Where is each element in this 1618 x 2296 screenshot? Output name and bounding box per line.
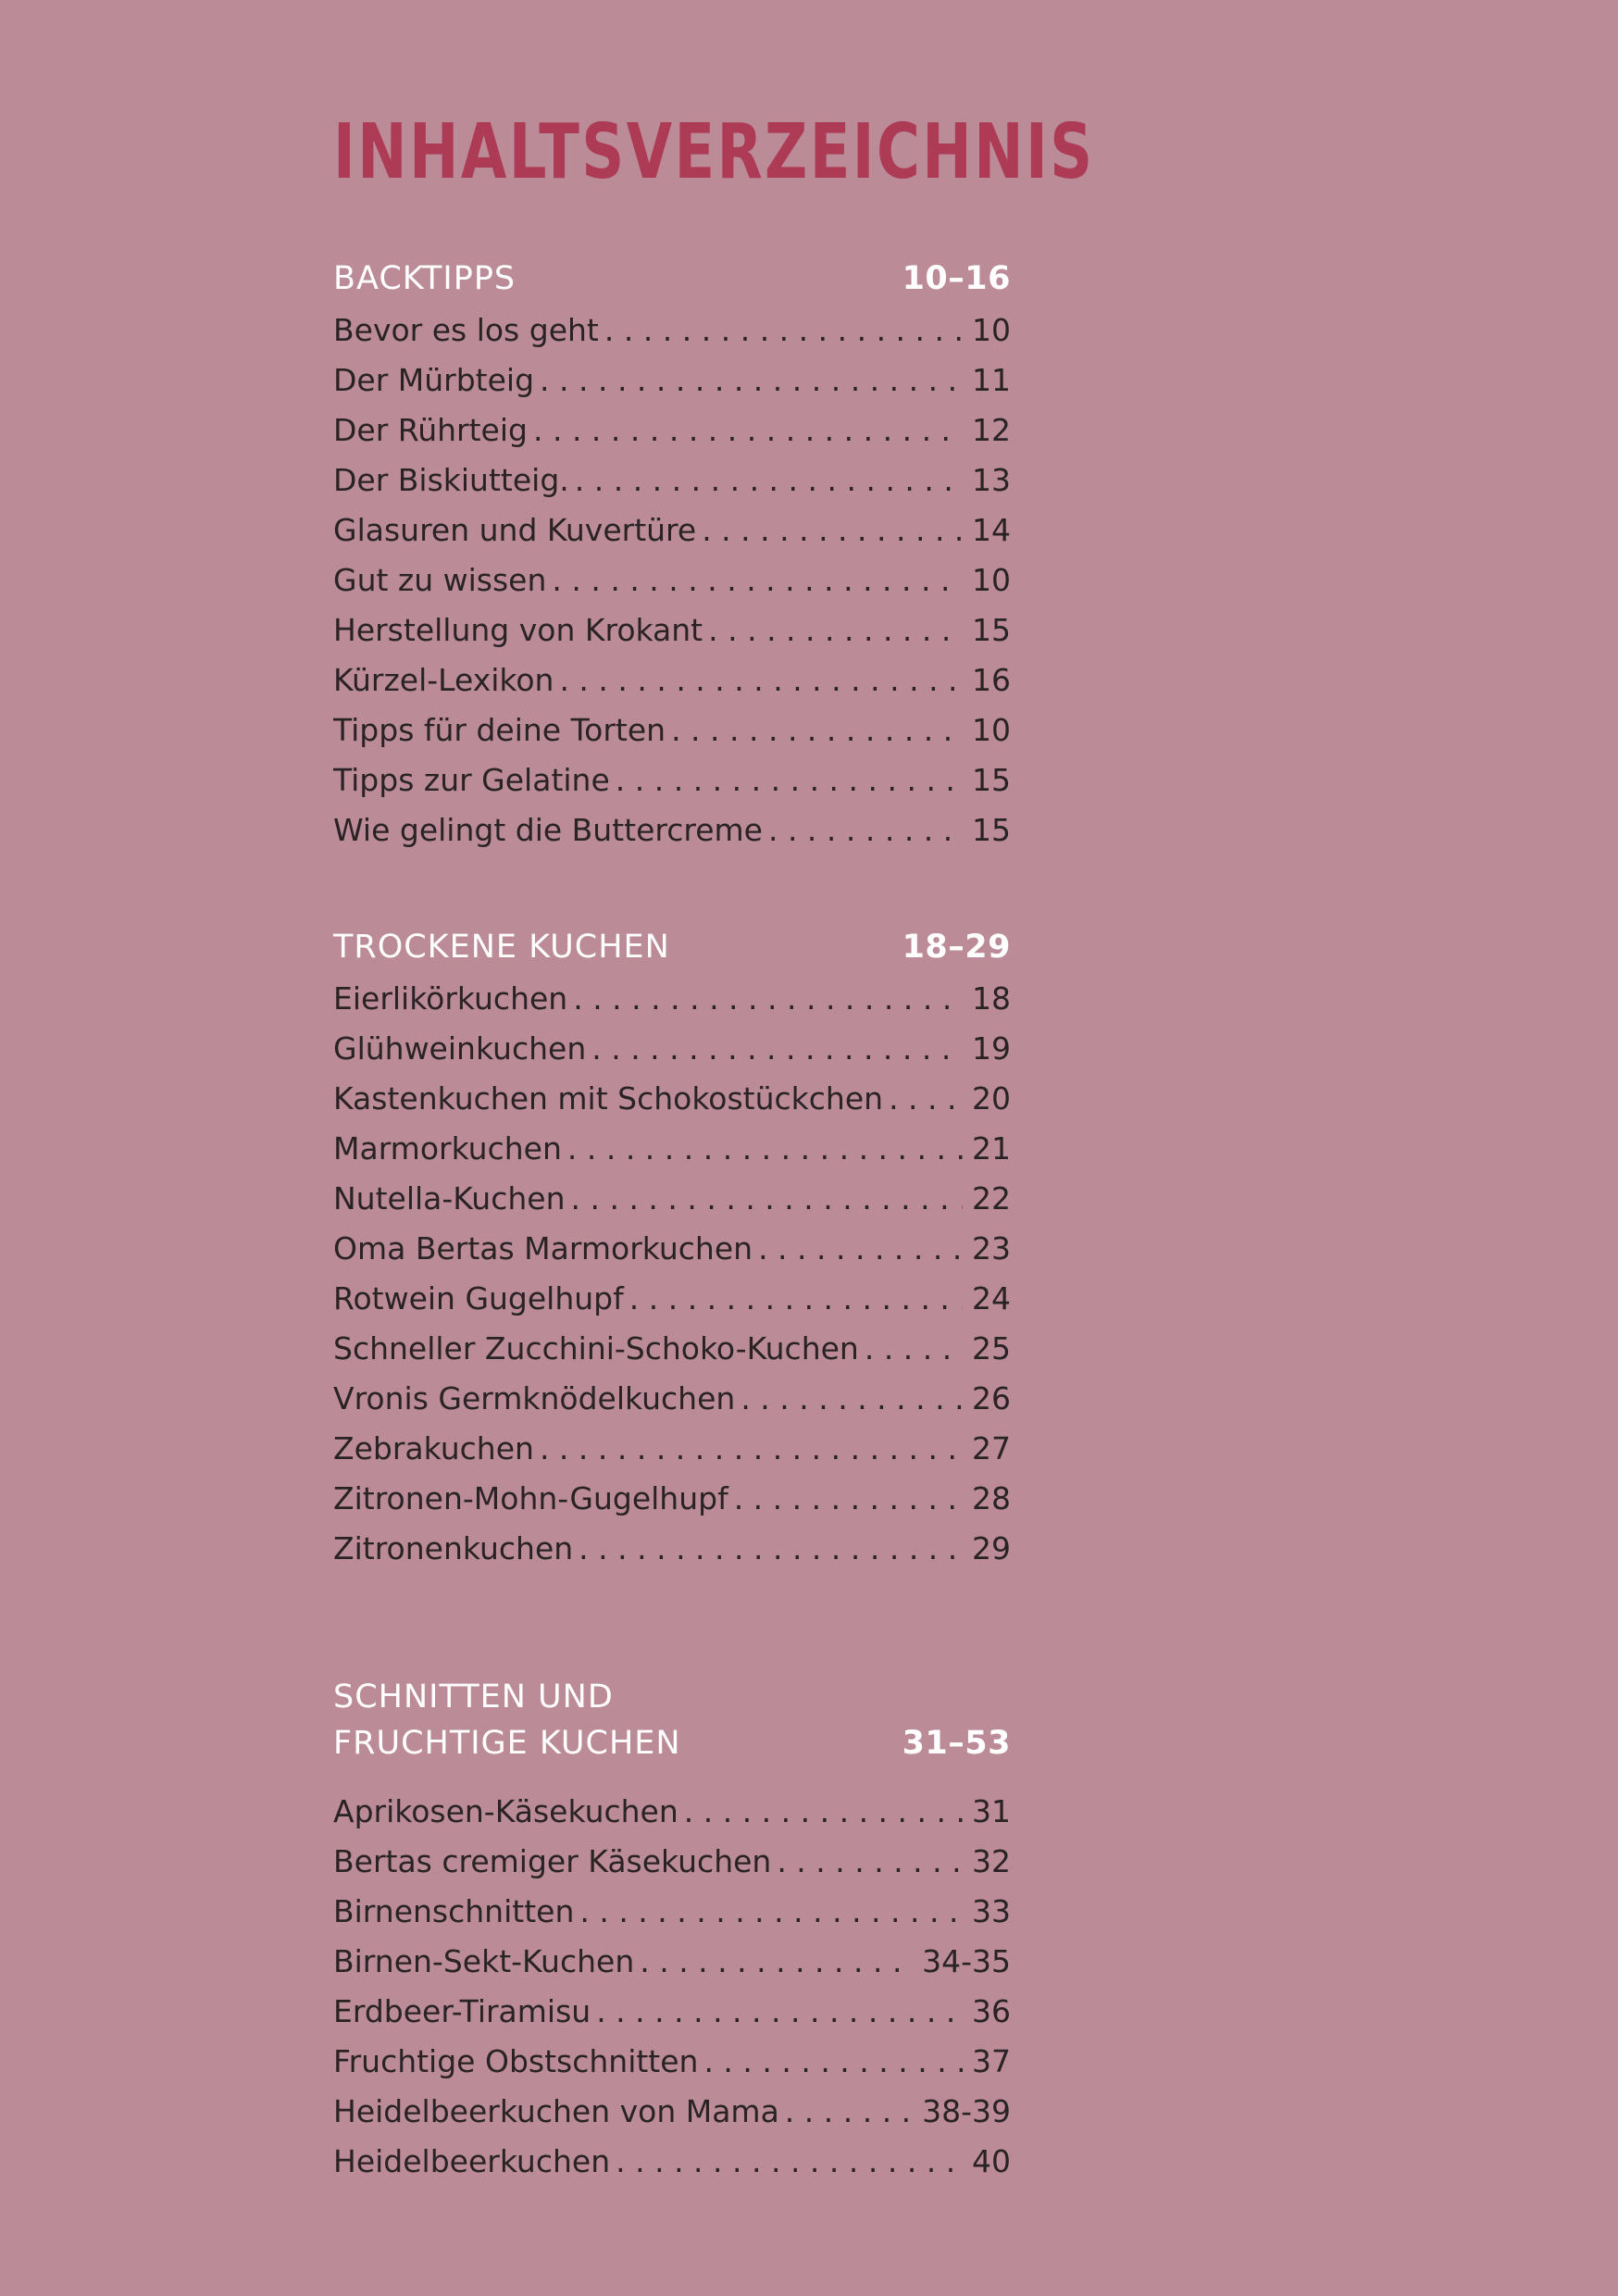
toc-entry [333, 1937, 1011, 1987]
toc-entry [333, 1024, 1011, 1074]
entry-title: Birnen-Sekt-Kuchen [333, 1943, 635, 1979]
entry-page-number: 13 [972, 462, 1011, 498]
toc-entry [333, 1174, 1011, 1224]
dot-leader [591, 1024, 963, 1074]
entry-page-number: 10 [972, 312, 1011, 348]
entry-title: Vronis Germknödelkuchen [333, 1380, 736, 1416]
toc-entry [333, 1124, 1011, 1174]
toc-entry [333, 2137, 1011, 2187]
dot-leader [640, 1937, 913, 1987]
toc-section [333, 256, 1011, 855]
entry-title: Rotwein Gugelhupf [333, 1280, 624, 1316]
toc-entry [333, 805, 1011, 855]
dot-leader [579, 1524, 963, 1574]
toc-entry [333, 755, 1011, 805]
dot-leader [540, 356, 963, 406]
dot-leader [616, 2137, 963, 2187]
dot-leader [703, 2037, 963, 2087]
toc-entry [333, 505, 1011, 555]
entry-page-number: 10 [972, 712, 1011, 748]
dot-leader [785, 2087, 913, 2137]
dot-leader [559, 655, 963, 705]
entry-title: Der Mürbteig [333, 362, 535, 398]
toc-entry [333, 306, 1011, 356]
dot-leader [533, 406, 963, 455]
entry-title: Der Rührteig [333, 412, 528, 448]
entry-title: Birnenschnitten [333, 1893, 575, 1929]
dot-leader [575, 455, 963, 505]
dot-leader [768, 805, 963, 855]
toc-entry [333, 1887, 1011, 1937]
section-heading [333, 256, 1011, 302]
entry-page-number: 15 [972, 612, 1011, 648]
toc-entry [333, 2087, 1011, 2137]
entry-page-number: 15 [972, 812, 1011, 848]
toc-entry [333, 1274, 1011, 1324]
entry-page-number: 24 [972, 1280, 1011, 1316]
entry-title: Zitronen-Mohn-Gugelhupf [333, 1480, 728, 1516]
dot-leader [571, 1174, 964, 1224]
dot-leader [540, 1424, 963, 1474]
entry-page-number: 16 [972, 662, 1011, 698]
dot-leader [629, 1274, 963, 1324]
toc-entry [333, 1074, 1011, 1124]
toc-entry [333, 1474, 1011, 1524]
entry-page-number: 12 [972, 412, 1011, 448]
section-heading [333, 924, 1011, 970]
toc-entry [333, 1787, 1011, 1837]
dot-leader [671, 705, 963, 755]
toc-entry [333, 1837, 1011, 1887]
entry-title: Zebrakuchen [333, 1430, 534, 1466]
dot-leader [708, 605, 963, 655]
toc-entry [333, 1524, 1011, 1574]
page-title: INHALTSVERZEICHNIS [333, 108, 1095, 196]
section-page-range: 18–29 [902, 929, 1011, 966]
entry-title: Erdbeer-Tiramisu [333, 1993, 591, 2029]
entry-title: Herstellung von Krokant [333, 612, 703, 648]
entry-page-number: 15 [972, 762, 1011, 798]
entry-page-number: 23 [972, 1230, 1011, 1267]
toc-entry [333, 974, 1011, 1024]
entry-page-number: 34-35 [922, 1943, 1011, 1979]
entry-page-number: 37 [972, 2043, 1011, 2079]
dot-leader [758, 1224, 963, 1274]
dot-leader [604, 306, 963, 356]
toc-section [333, 924, 1011, 1574]
dot-leader [573, 974, 963, 1024]
dot-leader [702, 505, 963, 555]
table-of-contents [333, 102, 1095, 2187]
entry-title: Tipps für deine Torten [333, 712, 666, 748]
entry-title: Schneller Zucchini-Schoko-Kuchen [333, 1330, 859, 1366]
section-title: SCHNITTEN UND FRUCHTIGE KUCHEN [333, 1678, 681, 1762]
dot-leader [889, 1074, 963, 1124]
entry-list [333, 974, 1011, 1574]
entry-title: Tipps zur Gelatine [333, 762, 610, 798]
dot-leader [865, 1324, 963, 1374]
toc-entry [333, 356, 1011, 406]
toc-entry [333, 655, 1011, 705]
section-page-range: 10–16 [902, 260, 1011, 297]
entry-page-number: 40 [972, 2143, 1011, 2179]
toc-entry [333, 1987, 1011, 2037]
toc-entry [333, 455, 1011, 505]
entry-title: Kastenkuchen mit Schokostückchen [333, 1080, 884, 1117]
toc-entry [333, 406, 1011, 455]
toc-entry [333, 1424, 1011, 1474]
entry-title: Heidelbeerkuchen [333, 2143, 611, 2179]
toc-entry [333, 2037, 1011, 2087]
entry-page-number: 31 [972, 1793, 1011, 1829]
entry-title: Zitronenkuchen [333, 1530, 574, 1566]
entry-page-number: 10 [972, 562, 1011, 598]
entry-title: Wie gelingt die Buttercreme [333, 812, 763, 848]
entry-list [333, 1787, 1011, 2187]
toc-sections [333, 256, 1011, 2187]
entry-page-number: 21 [972, 1130, 1011, 1167]
entry-title: Eierlikörkuchen [333, 980, 568, 1017]
entry-title: Oma Bertas Marmorkuchen [333, 1230, 753, 1267]
entry-page-number: 32 [972, 1843, 1011, 1879]
entry-page-number: 20 [972, 1080, 1011, 1117]
entry-page-number: 14 [972, 512, 1011, 548]
entry-page-number: 26 [972, 1380, 1011, 1416]
entry-page-number: 25 [972, 1330, 1011, 1366]
toc-entry [333, 1374, 1011, 1424]
entry-page-number: 28 [972, 1480, 1011, 1516]
dot-leader [741, 1374, 963, 1424]
entry-page-number: 22 [972, 1180, 1011, 1217]
toc-section [333, 1674, 1011, 2187]
entry-title: Nutella-Kuchen [333, 1180, 566, 1217]
entry-title: Aprikosen-Käsekuchen [333, 1793, 678, 1829]
entry-title: Fruchtige Obstschnitten [333, 2043, 699, 2079]
entry-title: Bevor es los geht [333, 312, 599, 348]
entry-page-number: 33 [972, 1893, 1011, 1929]
toc-entry [333, 555, 1011, 605]
toc-entry [333, 1324, 1011, 1374]
dot-leader [616, 755, 963, 805]
entry-page-number: 38-39 [922, 2093, 1011, 2129]
entry-page-number: 27 [972, 1430, 1011, 1466]
entry-page-number: 11 [972, 362, 1011, 398]
entry-page-number: 29 [972, 1530, 1011, 1566]
dot-leader [567, 1124, 963, 1174]
toc-entry [333, 605, 1011, 655]
entry-title: Glühweinkuchen [333, 1030, 587, 1067]
dot-leader [579, 1887, 963, 1937]
entry-title: Glasuren und Kuvertüre [333, 512, 697, 548]
entry-page-number: 36 [972, 1993, 1011, 2029]
entry-title: Marmorkuchen [333, 1130, 562, 1167]
section-heading [333, 1674, 1011, 1766]
dot-leader [777, 1837, 963, 1887]
toc-entry [333, 705, 1011, 755]
entry-title: Bertas cremiger Käsekuchen [333, 1843, 772, 1879]
entry-title: Heidelbeerkuchen von Mama [333, 2093, 779, 2129]
entry-list [333, 306, 1011, 855]
section-page-range: 31–53 [902, 1725, 1011, 1762]
section-title: TROCKENE KUCHEN [333, 929, 670, 966]
entry-title: Gut zu wissen [333, 562, 547, 598]
toc-entry [333, 1224, 1011, 1274]
entry-title: Kürzel-Lexikon [333, 662, 554, 698]
dot-leader [596, 1987, 963, 2037]
section-title: BACKTIPPS [333, 260, 517, 297]
entry-page-number: 18 [972, 980, 1011, 1017]
dot-leader [734, 1474, 963, 1524]
entry-page-number: 19 [972, 1030, 1011, 1067]
entry-title: Der Biskiutteig. [333, 462, 569, 498]
dot-leader [552, 555, 963, 605]
dot-leader [684, 1787, 963, 1837]
